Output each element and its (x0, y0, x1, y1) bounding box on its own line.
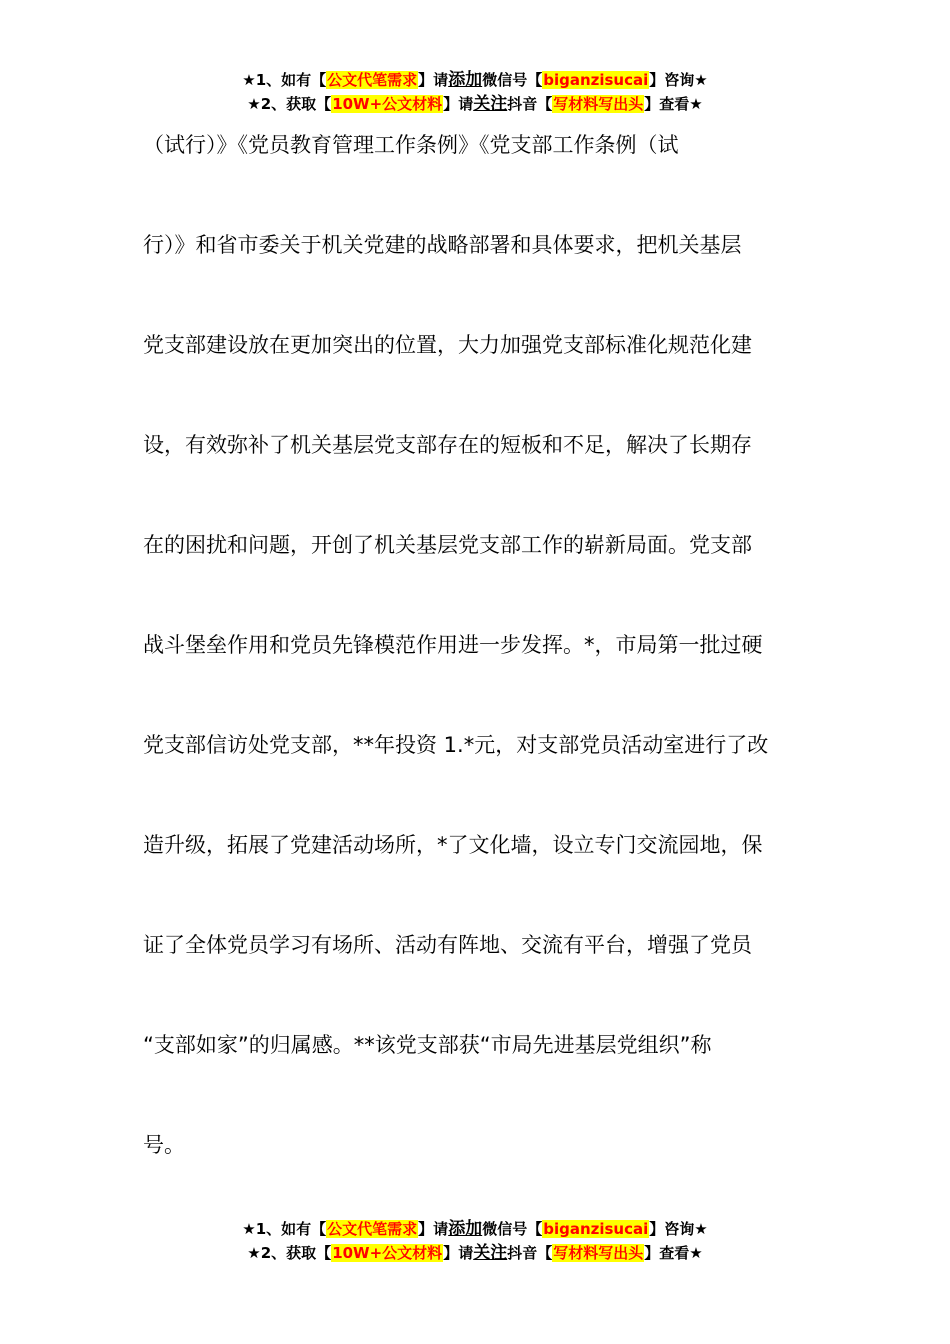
banner-text: ★2、获取【 (247, 95, 332, 113)
banner-text: ★1、如有【 (242, 1220, 327, 1238)
banner-line-1 (0, 68, 950, 92)
body-line: 行）》和省市委关于机关党建的战略部署和具体要求，把机关基层 (143, 233, 742, 257)
highlight-wechat-id: biganzisucai (543, 71, 649, 89)
highlight-materials: 10W+公文材料 (332, 1244, 443, 1262)
banner-text: 】请 (418, 71, 449, 89)
body-line: 战斗堡垒作用和党员先锋模范作用进一步发挥。*，市局第一批过硬 (143, 633, 763, 657)
highlight-douyin-account: 写材料写出头 (553, 95, 644, 113)
body-line: 在的困扰和问题，开创了机关基层党支部工作的崭新局面。党支部 (143, 533, 752, 557)
body-line: 党支部信访处党支部，**年投资 1.*元，对支部党员活动室进行了改 (143, 733, 769, 757)
banner-text: 抖音【 (507, 1244, 553, 1262)
body-line: 号。 (143, 1133, 185, 1157)
banner-text: 】查看★ (644, 1244, 703, 1262)
document-body (143, 120, 823, 1220)
body-line: 党支部建设放在更加突出的位置，大力加强党支部标准化规范化建 (143, 333, 752, 357)
body-line: “支部如家”的归属感。**该党支部获“市局先进基层党组织”称 (143, 1033, 712, 1057)
highlight-wechat-id: biganzisucai (543, 1220, 649, 1238)
banner-text: 】咨询★ (649, 71, 708, 89)
body-line: （试行）》《党员教育管理工作条例》《党支部工作条例（试 (143, 133, 679, 157)
body-line: 造升级，拓展了党建活动场所，*了文化墙，设立专门交流园地，保 (143, 833, 763, 857)
banner-text: 抖音【 (507, 95, 553, 113)
banner-text: 】查看★ (644, 95, 703, 113)
banner-text: 】咨询★ (649, 1220, 708, 1238)
banner-text: ★1、如有【 (242, 71, 327, 89)
banner-line-2 (0, 92, 950, 116)
banner-emphasis: 关注 (473, 1243, 508, 1263)
highlight-ghostwriting: 公文代笔需求 (327, 1220, 418, 1238)
highlight-materials: 10W+公文材料 (332, 95, 443, 113)
banner-line-2 (0, 1241, 950, 1265)
banner-emphasis: 关注 (473, 94, 508, 114)
banner-text: ★2、获取【 (247, 1244, 332, 1262)
header-banner (0, 68, 950, 116)
body-line: 证了全体党员学习有场所、活动有阵地、交流有平台，增强了党员 (143, 933, 752, 957)
banner-line-1 (0, 1217, 950, 1241)
banner-text: 】请 (443, 1244, 474, 1262)
footer-banner (0, 1217, 950, 1265)
highlight-douyin-account: 写材料写出头 (553, 1244, 644, 1262)
banner-text: 】请 (443, 95, 474, 113)
banner-text: 】请 (418, 1220, 449, 1238)
banner-emphasis: 添加 (448, 1219, 483, 1239)
banner-emphasis: 添加 (448, 70, 483, 90)
highlight-ghostwriting: 公文代笔需求 (327, 71, 418, 89)
banner-text: 微信号【 (482, 71, 543, 89)
body-line: 设，有效弥补了机关基层党支部存在的短板和不足，解决了长期存 (143, 433, 752, 457)
banner-text: 微信号【 (482, 1220, 543, 1238)
